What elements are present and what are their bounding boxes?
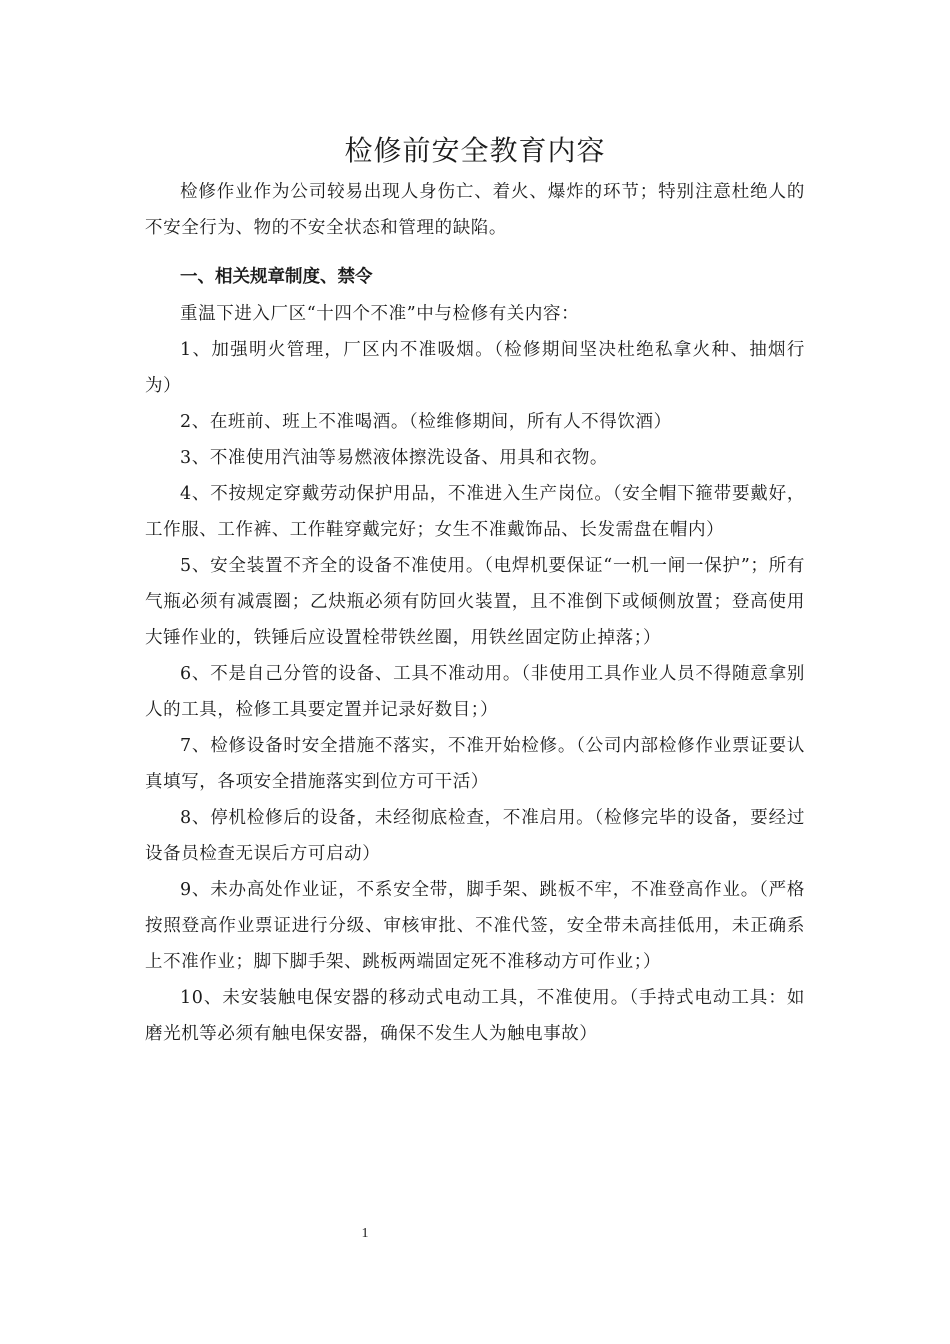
rule-item-10: 10、未安装触电保安器的移动式电动工具，不准使用。（手持式电动工具：如磨光机等必须有触电保安器，确保不发生人为触电事故） (145, 988, 805, 1044)
rule-item-7: 7、检修设备时安全措施不落实，不准开始检修。（公司内部检修作业票证要认真填写，各项安全措施落实到位方可干活） (145, 736, 805, 792)
page-number: 1 (361, 1226, 369, 1241)
rule-item-1: 1、加强明火管理，厂区内不准吸烟。（检修期间坚决杜绝私拿火种、抽烟行为） (145, 340, 805, 396)
rule-item-4: 4、不按规定穿戴劳动保护用品，不准进入生产岗位。（安全帽下箍带要戴好，工作服、工作裤、工作鞋穿戴完好；女生不准戴饰品、长发需盘在帽内） (145, 484, 805, 540)
document-page (145, 128, 805, 1052)
rule-item-6: 6、不是自己分管的设备、工具不准动用。（非使用工具作业人员不得随意拿别人的工具，检修工具要定置并记录好数目；） (145, 664, 805, 720)
intro-paragraph: 检修作业作为公司较易出现人身伤亡、着火、爆炸的环节；特别注意杜绝人的不安全行为、物的不安全状态和管理的缺陷。 (145, 182, 805, 238)
section-lead: 重温下进入厂区“十四个不准”中与检修有关内容： (180, 304, 580, 324)
rule-item-5: 5、安全装置不齐全的设备不准使用。（电焊机要保证“一机一闸一保护”；所有气瓶必须有减震圈；乙炔瓶必须有防回火装置，且不准倒下或倾侧放置；登高使用大锤作业的，铁锤后应设置栓带铁丝圈，用铁丝固定防止掉落；） (145, 556, 805, 648)
section-heading: 一、相关规章制度、禁令 (180, 267, 373, 287)
rule-item-3: 3、不准使用汽油等易燃液体擦洗设备、用具和衣物。 (180, 448, 609, 468)
rule-item-9: 9、未办高处作业证，不系安全带，脚手架、跳板不牢，不准登高作业。（严格按照登高作业票证进行分级、审核审批、不准代签，安全带未高挂低用，未正确系上不准作业；脚下脚手架、跳板两端固定死不准移动方可作业；） (145, 880, 805, 972)
rule-item-2: 2、在班前、班上不准喝酒。（检维修期间，所有人不得饮酒） (180, 412, 672, 432)
document-title: 检修前安全教育内容 (344, 134, 606, 167)
rule-item-8: 8、停机检修后的设备，未经彻底检查，不准启用。（检修完毕的设备，要经过设备员检查无误后方可启动） (145, 808, 805, 864)
